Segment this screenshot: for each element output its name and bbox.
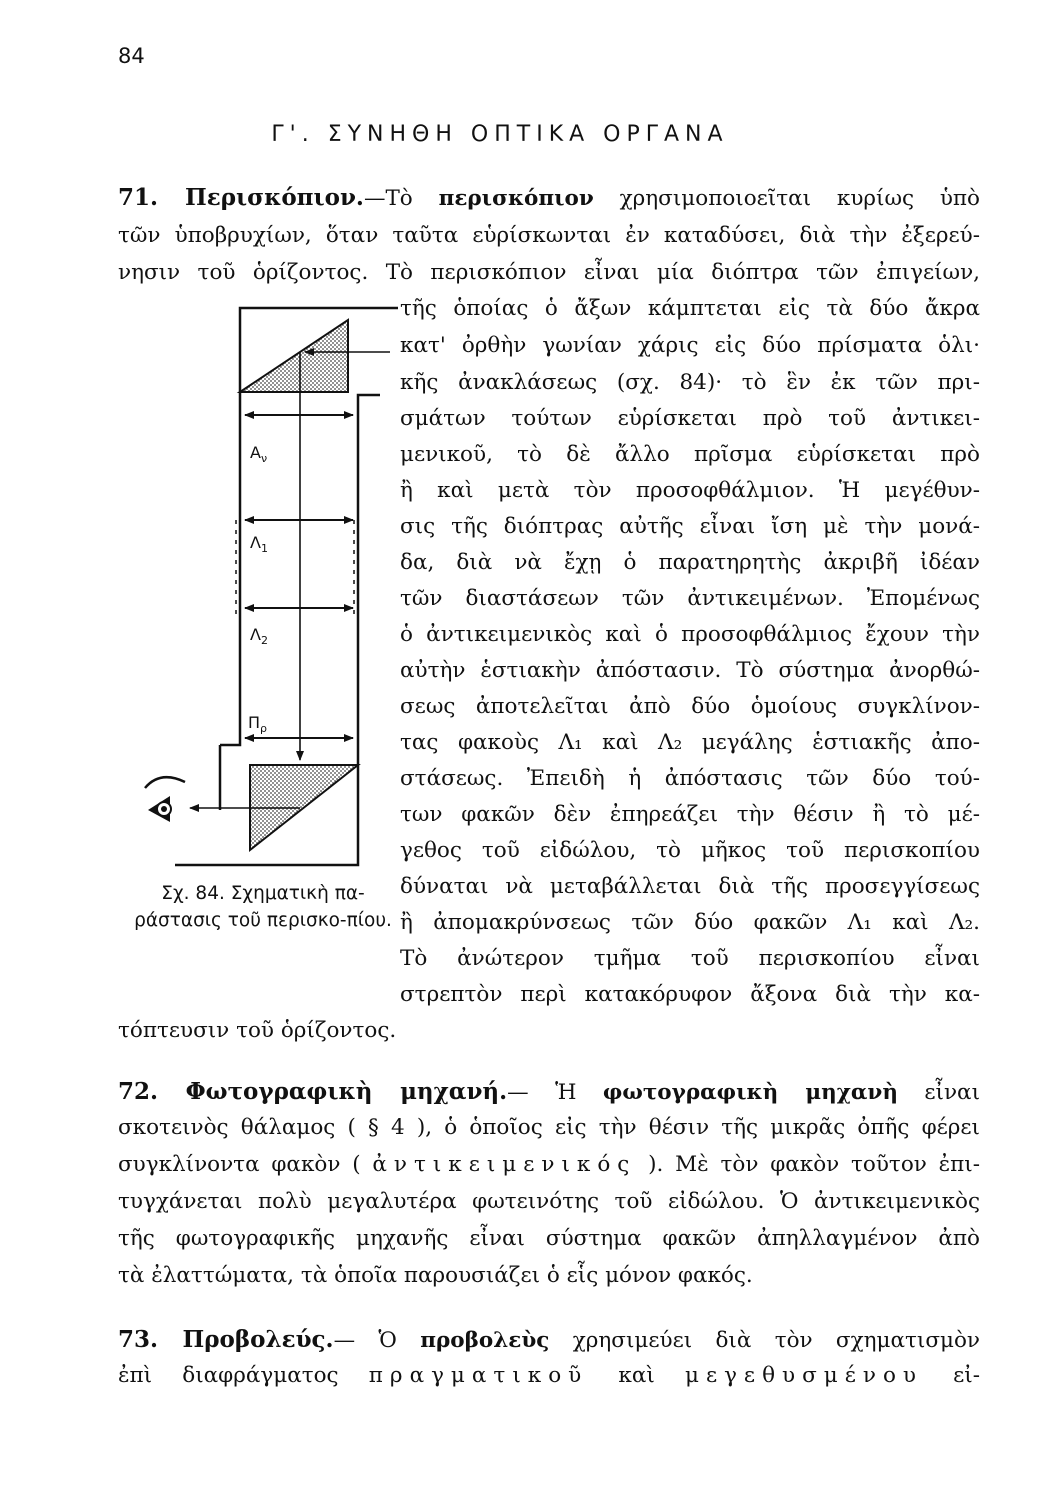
eye-icon — [145, 777, 185, 822]
spaced-term: ἀντικειμενικός — [372, 1152, 637, 1177]
section-71-line-2: τῶν ὑποβρυχίων, ὅταν ταῦτα εὑρίσκωνται ἐν καταδύσει, διὰ τὴν ἐξερεύ- — [118, 223, 980, 248]
wrap-line: ὁ ἀντικειμενικὸς καὶ ὁ προσοφθάλμιος ἔχουν τὴν — [400, 622, 980, 647]
wrap-line: μενικοῦ, τὸ δὲ ἄλλο πρῖσμα εὑρίσκεται πρὸ — [400, 442, 980, 467]
wrap-line: των φακῶν δὲν ἐπηρεάζει τὴν θέσιν ἢ τὸ μέ- — [400, 802, 980, 827]
wrap-line: αὐτὴν ἑστιακὴν ἀπόστασιν. Τὸ σύστημα ἀνορθώ- — [400, 658, 980, 683]
wrap-line: δα, διὰ νὰ ἔχῃ ὁ παρατηρητὴς ἀκριβῆ ἰδέαν — [400, 550, 980, 575]
section-73-line-1: 73. Προβολεύς.— Ὁ προβολεὺς χρησιμεύει διὰ τὸν σχηματισμὸν — [118, 1326, 981, 1353]
section-72-heading: 72. Φωτογραφικὴ μηχανή. — [118, 1078, 508, 1105]
section-72-line-1: 72. Φωτογραφικὴ μηχανή.— Ἡ φωτογραφικὴ μηχανὴ εἶναι — [118, 1078, 981, 1105]
wrap-line: κῆς ἀνακλάσεως (σχ. 84)· τὸ ἓν ἐκ τῶν πρι- — [400, 370, 980, 395]
wrap-line: ἢ ἀπομακρύνσεως τῶν δύο φακῶν Λ₁ καὶ Λ₂. — [400, 910, 980, 935]
section-72-line-4: τυγχάνεται πολὺ μεγαλυτέρα φωτεινότης τοῦ εἰδώλου. Ὁ ἀντικειμενικὸς — [118, 1189, 980, 1214]
spaced-term: πραγματικοῦ — [368, 1363, 589, 1388]
wrap-line: τῶν διαστάσεων τῶν ἀντικειμένων. Ἐπομένως — [400, 586, 980, 611]
term-projector: προβολεὺς — [420, 1328, 550, 1353]
spaced-term: μεγεθυσμένου — [684, 1363, 923, 1388]
section-71-last-line: τόπτευσιν τοῦ ὁρίζοντος. — [118, 1018, 397, 1043]
term-periskopion: περισκόπιον — [438, 186, 594, 211]
section-72-line-2: σκοτεινὸς θάλαμος ( § 4 ), ὁ ὁποῖος εἰς τὴν θέσιν τῆς μικρᾶς ὀπῆς φέρει — [118, 1115, 980, 1140]
chapter-title: Γ'. ΣΥΝΗΘΗ ΟΠΤΙΚΑ ΟΡΓΑΝΑ — [271, 122, 729, 147]
periscope-diagram — [140, 290, 400, 880]
wrap-line: σμάτων τούτων εὑρίσκεται πρὸ τοῦ ἀντικει- — [400, 406, 980, 431]
section-72-line-5: τῆς φωτογραφικῆς μηχανῆς εἶναι σύστημα φακῶν ἀπηλλαγμένον ἀπὸ — [118, 1226, 980, 1251]
wrap-line: ἢ καὶ μετὰ τὸν προσοφθάλμιον. Ἡ μεγέθυν- — [400, 478, 980, 503]
wrap-line: τῆς ὁποίας ὁ ἄξων κάμπτεται εἰς τὰ δύο ἄκρα — [400, 296, 980, 321]
wrap-line: Τὸ ἀνώτερον τμῆμα τοῦ περισκοπίου εἶναι — [400, 946, 980, 971]
wrap-line: σεως ἀποτελεῖται ἀπὸ δύο ὁμοίους συγκλίνον- — [400, 694, 980, 719]
section-72-line-3: συγκλίνοντα φακὸν ( ἀντικειμενικός ). Μὲ τὸν φακὸν τοῦτον ἐπι- — [118, 1152, 980, 1177]
figure-caption: Σχ. 84. Σχηματικὴ πα-ράστασις τοῦ περισκο-πίου. — [134, 883, 392, 931]
section-71-line-3: νησιν τοῦ ὁρίζοντος. Τὸ περισκόπιον εἶναι μία διόπτρα τῶν ἐπιγείων, — [118, 260, 980, 285]
top-prism — [240, 320, 348, 392]
wrap-line: στρεπτὸν περὶ κατακόρυφον ἄξονα διὰ τὴν κα- — [400, 982, 980, 1007]
label-objective: $A_\nu$ — [250, 443, 268, 465]
wrap-line: κατ' ὀρθὴν γωνίαν χάρις εἰς δύο πρίσματα ὁλι· — [400, 333, 980, 358]
term-camera: φωτογραφικὴ μηχανὴ — [602, 1080, 898, 1105]
section-73-heading: 73. Προβολεύς. — [118, 1326, 334, 1353]
wrap-line: τας φακοὺς Λ₁ καὶ Λ₂ μεγάλης ἑστιακῆς ἀπο- — [400, 730, 980, 755]
section-73-line-2: ἐπὶ διαφράγματος πραγματικοῦ καὶ μεγεθυσμένου εἰ- — [118, 1363, 980, 1388]
wrap-line: στάσεως. Ἐπειδὴ ἡ ἀπόστασις τῶν δύο τού- — [400, 766, 980, 791]
label-lens-2: $\Lambda_2$ — [250, 625, 268, 647]
section-72-line-6: τὰ ἐλαττώματα, τὰ ὁποῖα παρουσιάζει ὁ εἷς μόνον φακός. — [118, 1263, 753, 1288]
wrap-line: σις τῆς διόπτρας αὐτῆς εἶναι ἴση μὲ τὴν μονά- — [400, 514, 980, 539]
label-lens-1: $\Lambda_1$ — [250, 533, 268, 555]
section-71-heading: 71. Περισκόπιον. — [118, 184, 364, 211]
section-71-line-1: 71. Περισκόπιον.—Τὸ περισκόπιον χρησιμοποιοεῖται κυρίως ὑπὸ — [118, 184, 980, 211]
wrap-line: δύναται νὰ μεταβάλλεται διὰ τῆς προσεγγίσεως — [400, 874, 980, 899]
label-eyepiece: $\Pi_\rho$ — [248, 713, 268, 735]
wrap-line: γεθος τοῦ εἰδώλου, τὸ μῆκος τοῦ περισκοπίου — [400, 838, 980, 863]
tube-outline — [220, 425, 240, 745]
page-number: 84 — [118, 44, 145, 68]
